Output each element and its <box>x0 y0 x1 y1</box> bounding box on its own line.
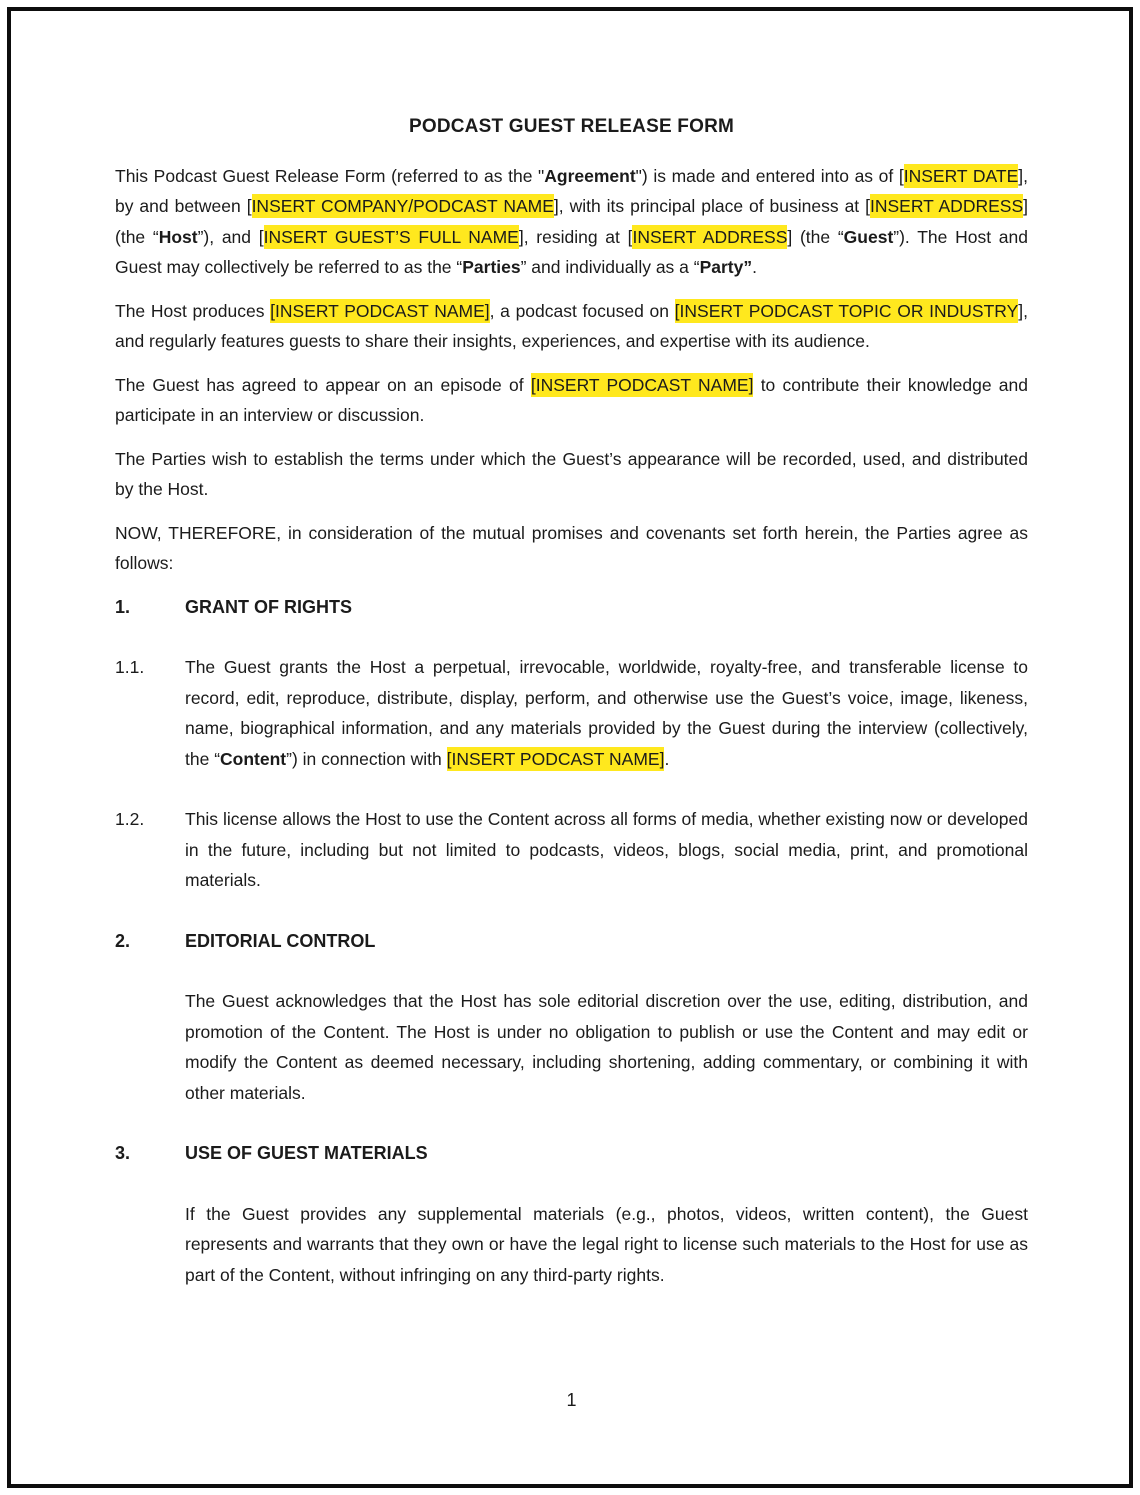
clause-text <box>185 804 1028 896</box>
clause-number: 1.2. <box>115 809 145 829</box>
text-run: ” and individually as a “ <box>520 257 700 277</box>
text-run: ”) in connection with <box>286 748 447 769</box>
bold-text-run: Guest <box>843 226 894 247</box>
insert-placeholder: INSERT COMPANY/PODCAST NAME <box>251 196 554 216</box>
text-run: to contribute their knowledge and participate in an interview or discussion. <box>115 374 1029 425</box>
text-run: The Guest has agreed to appear on an episode of <box>115 374 531 395</box>
paragraph <box>115 444 1028 505</box>
insert-placeholder: INSERT ADDRESS <box>632 226 788 247</box>
text-run: The Parties wish to establish the terms under which the Guest’s appearance will be recorded, used, and distributed by the Host. <box>115 448 1028 499</box>
text-run: The Guest acknowledges that the Host has sole editorial discretion over the use, editing, distribution, and promotion of the Content. The Host is under no obligation to publish or use the Content and may edit or modify the Content as deemed necessary, including shortening, adding commentary, or combining it with other materials. <box>185 991 1028 1103</box>
text-run: The Host produces <box>115 300 271 321</box>
indented-paragraph <box>185 986 1028 1108</box>
text-run: , a podcast focused on <box>489 300 675 321</box>
insert-placeholder: INSERT DATE <box>903 165 1019 186</box>
text-run: . <box>752 257 757 277</box>
bold-text-run: Content <box>220 748 287 769</box>
bold-text-run: Parties <box>462 257 521 277</box>
text-run: ] (the “ <box>115 196 1028 247</box>
insert-placeholder: [INSERT PODCAST TOPIC OR INDUSTRY <box>674 300 1019 321</box>
text-run: NOW, THEREFORE, in consideration of the mutual promises and covenants set forth herein, the Parties agree as follows: <box>115 522 1028 573</box>
text-run: ”). The Host and Guest may collectively be referred to as the “ <box>115 226 1028 277</box>
paragraph <box>115 161 1028 283</box>
text-run: ], and regularly features guests to share their insights, experiences, and expertise with its audience. <box>115 300 1028 351</box>
document-title: PODCAST GUEST RELEASE FORM <box>408 116 735 137</box>
document-page <box>115 112 1028 1320</box>
clause-text <box>185 652 1028 774</box>
insert-placeholder: [INSERT PODCAST NAME] <box>270 300 490 321</box>
text-run: If the Guest provides any supplemental materials (e.g., photos, videos, written content), the Guest represents and warrants that they own or have the legal right to license such materials to the Host for use as part of the Content, without infringing on any third-party rights. <box>185 1203 1028 1285</box>
numbered-clause <box>115 804 1028 896</box>
section-number: 3. <box>115 1143 131 1163</box>
page-number: 1 <box>566 1390 577 1410</box>
section-title: USE OF GUEST MATERIALS <box>185 1143 428 1163</box>
numbered-clause <box>115 652 1028 774</box>
indented-paragraph <box>185 1199 1028 1291</box>
clause-number: 1.1. <box>115 657 145 677</box>
text-run: The Guest grants the Host a perpetual, irrevocable, worldwide, royalty-free, and transferable license to record, edit, reproduce, distribute, display, perform, and otherwise use the Guest’s voice, image, likeness, name, biographical information, and any materials provided by the Guest during the interview (collectively, the “ <box>185 657 1028 769</box>
insert-placeholder: INSERT ADDRESS <box>869 196 1024 216</box>
section-heading <box>115 592 1028 623</box>
paragraph <box>115 296 1028 357</box>
bold-text-run: Party” <box>699 257 753 277</box>
text-run: ], by and between [ <box>115 165 1028 216</box>
text-run: This license allows the Host to use the Content across all forms of media, whether existing now or developed in the future, including but not limited to podcasts, videos, blogs, social media, print, and promotional materials. <box>185 809 1028 890</box>
section-heading <box>115 926 1028 957</box>
section-number: 2. <box>115 930 131 951</box>
document-blocks <box>115 161 1028 1291</box>
text-run: ], with its principal place of business at [ <box>553 196 870 216</box>
section-number: 1. <box>115 596 131 617</box>
text-run: . <box>664 748 670 769</box>
insert-placeholder: [INSERT PODCAST NAME] <box>530 374 754 395</box>
text-run: ] (the “ <box>787 226 844 247</box>
section-heading <box>115 1138 1028 1169</box>
insert-placeholder: [INSERT PODCAST NAME] <box>446 748 665 769</box>
bold-text-run: Host <box>158 226 198 247</box>
paragraph <box>115 518 1028 579</box>
text-run: ”), and [ <box>197 226 264 247</box>
text-run: ") is made and entered into as of [ <box>635 165 904 186</box>
paragraph <box>115 370 1028 431</box>
bold-text-run: Agreement <box>544 165 636 186</box>
insert-placeholder: INSERT GUEST’S FULL NAME <box>263 226 519 247</box>
text-run: This Podcast Guest Release Form (referred to as the " <box>115 165 545 186</box>
section-title: EDITORIAL CONTROL <box>185 930 376 951</box>
section-title: GRANT OF RIGHTS <box>185 596 352 617</box>
text-run: ], residing at [ <box>518 226 633 247</box>
